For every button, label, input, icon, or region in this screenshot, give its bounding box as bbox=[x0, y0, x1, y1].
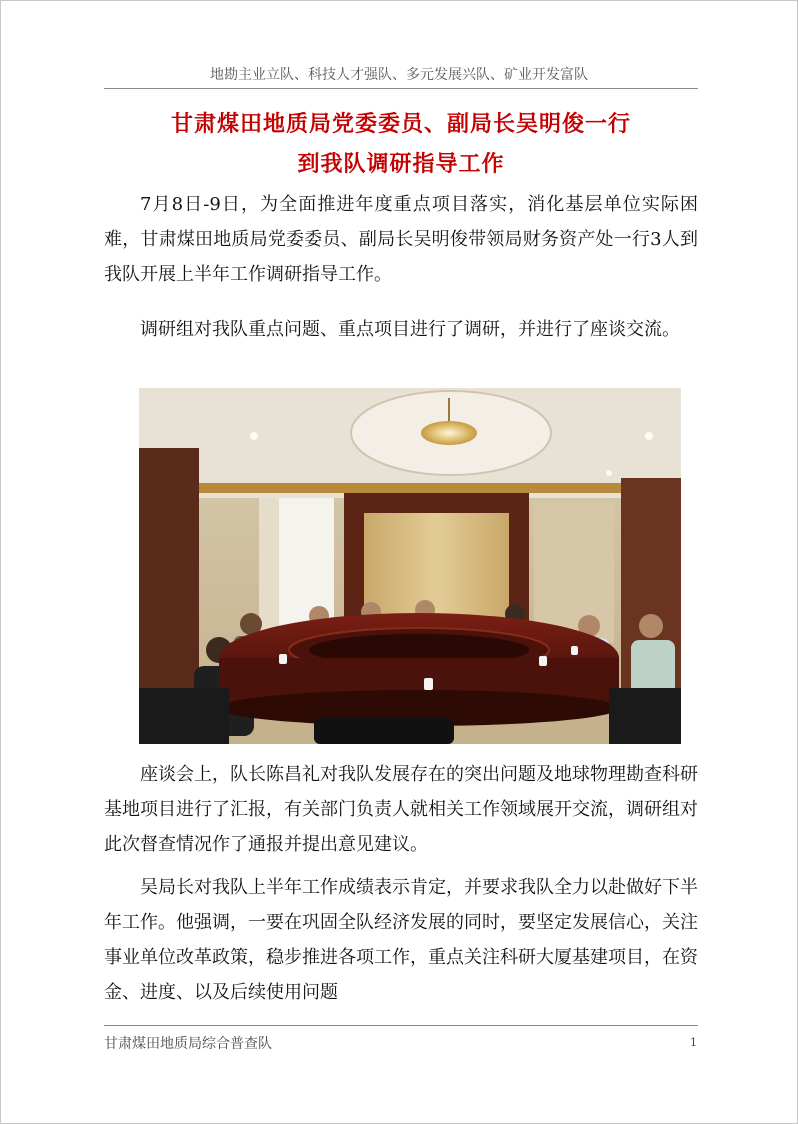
paragraph-remarks: 吴局长对我队上半年工作成绩表示肯定，并要求我队全力以赴做好下半年工作。他强调，一要在巩固全队经济发展的同时，要坚定发展信心，关注事业单位改革政策，稳步推进各项工作，重点关注科研大厦基建项目，在资金、进度、以及后续使用问题 bbox=[104, 877, 698, 1003]
paragraph-intro: 7月8日-9日，为全面推进年度重点项目落实，消化基层单位实际困难，甘肃煤田地质局党委委员、副局长吴明俊带领局财务资产处一行3人到我队开展上半年工作调研指导工作。 bbox=[104, 194, 698, 285]
paragraph-research: 调研组对我队重点问题、重点项目进行了调研，并进行了座谈交流。 bbox=[140, 319, 680, 340]
article-title-line-2: 到我队调研指导工作 bbox=[297, 151, 505, 177]
header-divider bbox=[104, 88, 698, 89]
meeting-photo bbox=[139, 388, 681, 744]
article-title-line-1: 甘肃煤田地质局党委委员、副局长吴明俊一行 bbox=[170, 111, 631, 137]
paragraph-meeting: 座谈会上，队长陈昌礼对我队发展存在的突出问题及地球物理勘查科研基地项目进行了汇报，有关部门负责人就相关工作领域展开交流，调研组对此次督查情况作了通报并提出意见建议。 bbox=[104, 764, 698, 855]
footer-organization: 甘肃煤田地质局综合普查队 bbox=[104, 1036, 272, 1052]
page-number: 1 bbox=[690, 1036, 697, 1049]
footer-divider bbox=[104, 1025, 698, 1026]
header-slogan: 地勘主业立队、科技人才强队、多元发展兴队、矿业开发富队 bbox=[210, 67, 588, 83]
